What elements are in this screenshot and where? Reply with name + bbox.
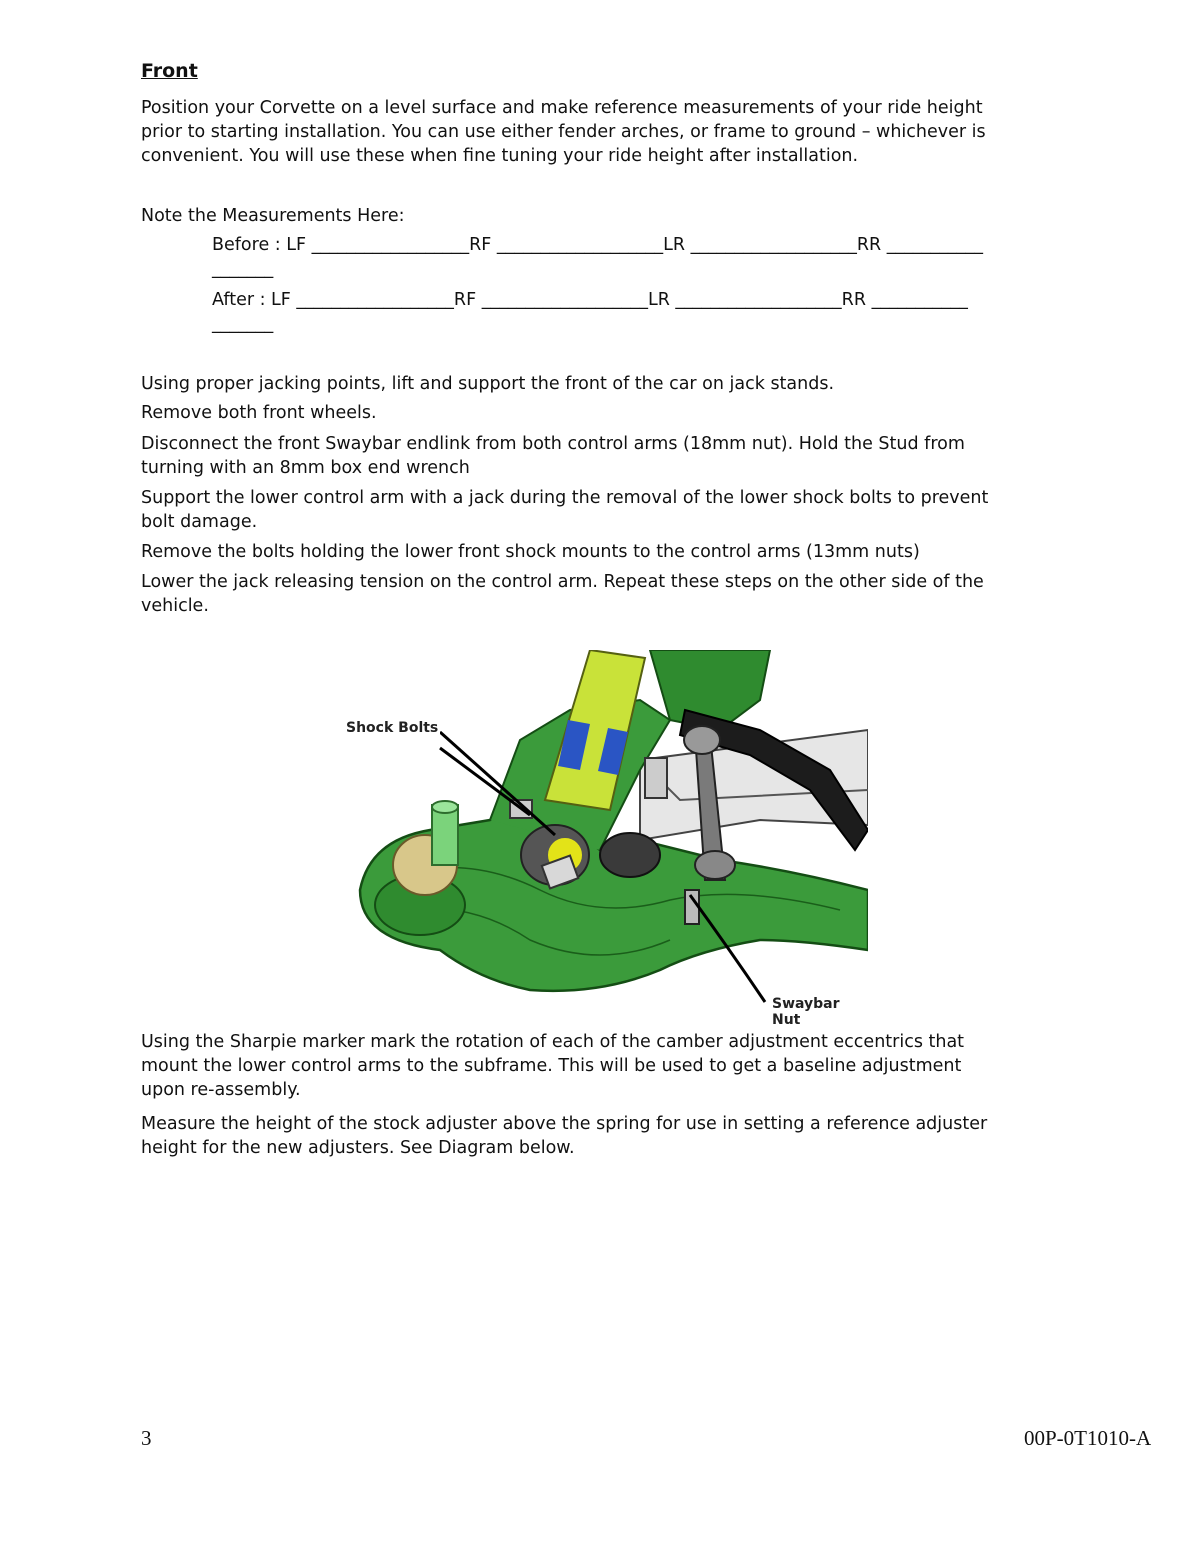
intro-line: Position your Corvette on a level surface and make reference measurements of your ride height [141, 98, 983, 118]
instruction-line: height for the new adjusters. See Diagram below. [141, 1138, 575, 1158]
instruction-line: mount the lower control arms to the subframe. This will be used to get a baseline adjustment [141, 1056, 962, 1076]
measurements-after-continuation: _______ [212, 314, 274, 334]
measurements-before-row: Before : LF __________________RF ___________________LR ___________________RR ___________ [212, 235, 984, 255]
measurements-label: Note the Measurements Here: [141, 206, 405, 226]
step-4-line: bolt damage. [141, 512, 258, 532]
step-6-line: vehicle. [141, 596, 209, 616]
measurements-before-continuation: _______ [212, 259, 274, 279]
document-code: 00P-0T1010-A [1024, 1426, 1152, 1450]
shock-bolts-label: Shock Bolts [346, 720, 439, 736]
suspension-illustration [340, 650, 868, 1028]
step-4-line: Support the lower control arm with a jack during the removal of the lower shock bolts to prevent [141, 488, 989, 508]
step-3-line: turning with an 8mm box end wrench [141, 458, 470, 478]
section-heading: Front [141, 60, 198, 82]
step-5-line: Remove the bolts holding the lower front shock mounts to the control arms (13mm nuts) [141, 542, 920, 562]
instruction-line: Measure the height of the stock adjuster above the spring for use in setting a reference adjuster [141, 1114, 988, 1134]
measurements-after-row: After : LF __________________RF ___________________LR ___________________RR ___________ [212, 290, 968, 310]
step-6-line: Lower the jack releasing tension on the control arm. Repeat these steps on the other side of the [141, 572, 984, 592]
intro-line: convenient. You will use these when fine tuning your ride height after installation. [141, 146, 859, 166]
instruction-line: Using the Sharpie marker mark the rotation of each of the camber adjustment eccentrics that [141, 1032, 965, 1052]
intro-line: prior to starting installation. You can use either fender arches, or frame to ground – whichever is [141, 122, 986, 142]
step-2-line: Remove both front wheels. [141, 403, 377, 423]
step-1-line: Using proper jacking points, lift and support the front of the car on jack stands. [141, 374, 835, 394]
instruction-line: upon re-assembly. [141, 1080, 301, 1100]
step-3-line: Disconnect the front Swaybar endlink from both control arms (18mm nut). Hold the Stud from [141, 434, 965, 454]
swaybar-nut-label: Swaybar Nut [770, 996, 868, 1028]
page-number: 3 [141, 1426, 152, 1450]
